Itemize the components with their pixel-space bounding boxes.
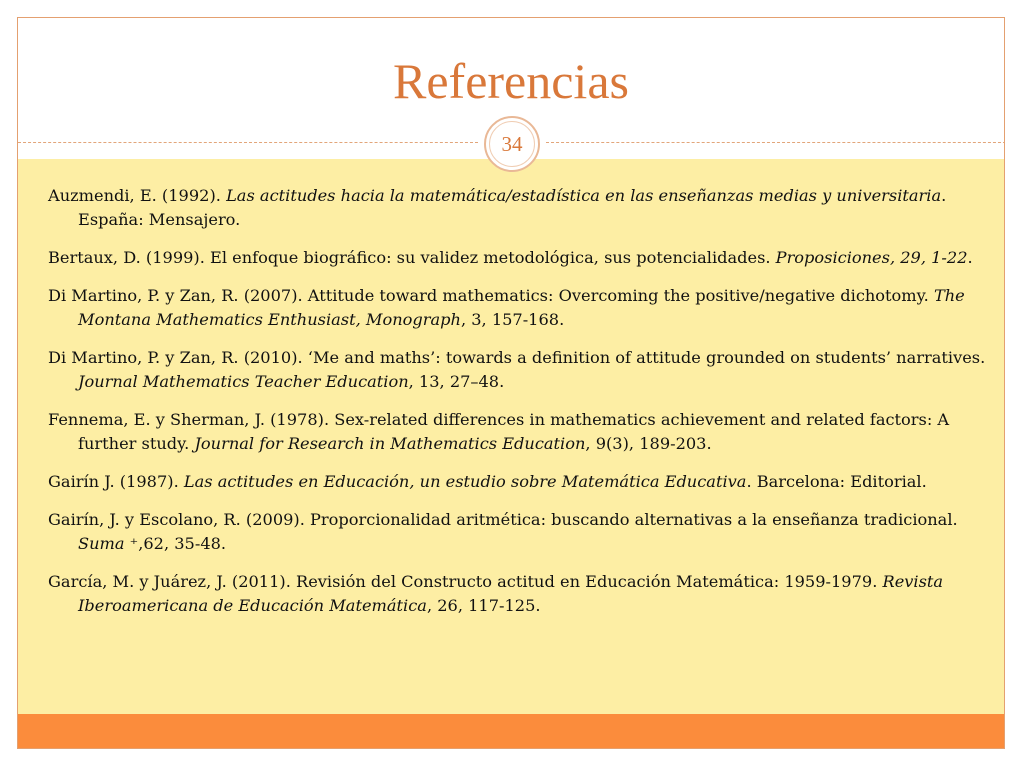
reference-item: [48, 346, 998, 394]
reference-text: . España: Mensajero.: [78, 186, 947, 229]
divider-right: [546, 142, 1005, 143]
reference-list: [48, 184, 998, 632]
reference-text: , 3, 157-168.: [460, 310, 565, 329]
reference-item: [48, 246, 998, 270]
slide-title: Referencias: [393, 53, 629, 109]
reference-source: Revista Iberoamericana de Educación Matemática: [78, 572, 944, 615]
reference-text: Di Martino, P. y Zan, R. (2010). ‘Me and maths’: towards a definition of attitude grounded on students’ narratives.: [48, 348, 986, 367]
reference-text: Fennema, E. y Sherman, J. (1978). Sex-related differences in mathematics achievement and related factors: A further study.: [48, 410, 950, 453]
reference-text: . Barcelona: Editorial.: [746, 472, 927, 491]
reference-source: Las actitudes en Educación, un estudio sobre Matemática Educativa: [183, 472, 747, 491]
reference-item: [48, 284, 998, 332]
reference-item: [48, 408, 998, 456]
page-number: 34: [489, 121, 535, 167]
reference-text: .: [967, 248, 973, 267]
divider-left: [18, 142, 478, 143]
reference-text: ,62, 35-48.: [138, 534, 227, 553]
reference-text: Gairín J. (1987).: [48, 472, 184, 491]
reference-text: Gairín, J. y Escolano, R. (2009). Proporcionalidad aritmética: buscando alternativas a la enseñanza tradicional.: [48, 510, 958, 529]
reference-source: The Montana Mathematics Enthusiast, Monograph: [78, 286, 965, 329]
reference-text: , 9(3), 189-203.: [585, 434, 712, 453]
reference-item: [48, 570, 998, 618]
reference-text: Auzmendi, E. (1992).: [48, 186, 227, 205]
slide: [17, 17, 1005, 749]
reference-source: Journal Mathematics Teacher Education: [78, 372, 409, 391]
bottom-bar: [18, 714, 1004, 748]
page-number-badge: [484, 116, 540, 172]
reference-source: Suma ⁺: [78, 534, 139, 553]
reference-item: [48, 508, 998, 556]
reference-source: Journal for Research in Mathematics Education: [194, 434, 586, 453]
reference-source: Las actitudes hacia la matemática/estadística en las enseñanzas medias y universitaria: [226, 186, 942, 205]
reference-item: [48, 184, 998, 232]
reference-item: [48, 470, 998, 494]
reference-text: Di Martino, P. y Zan, R. (2007). Attitude toward mathematics: Overcoming the positive/negative dichotomy.: [48, 286, 934, 305]
reference-text: Bertaux, D. (1999). El enfoque biográfico: su validez metodológica, sus potencialidades.: [48, 248, 776, 267]
reference-source: Proposiciones, 29, 1-22: [775, 248, 968, 267]
reference-text: , 13, 27–48.: [408, 372, 505, 391]
reference-text: García, M. y Juárez, J. (2011). Revisión del Constructo actitud en Educación Matemática: 1959-1979.: [48, 572, 883, 591]
reference-text: , 26, 117-125.: [426, 596, 541, 615]
